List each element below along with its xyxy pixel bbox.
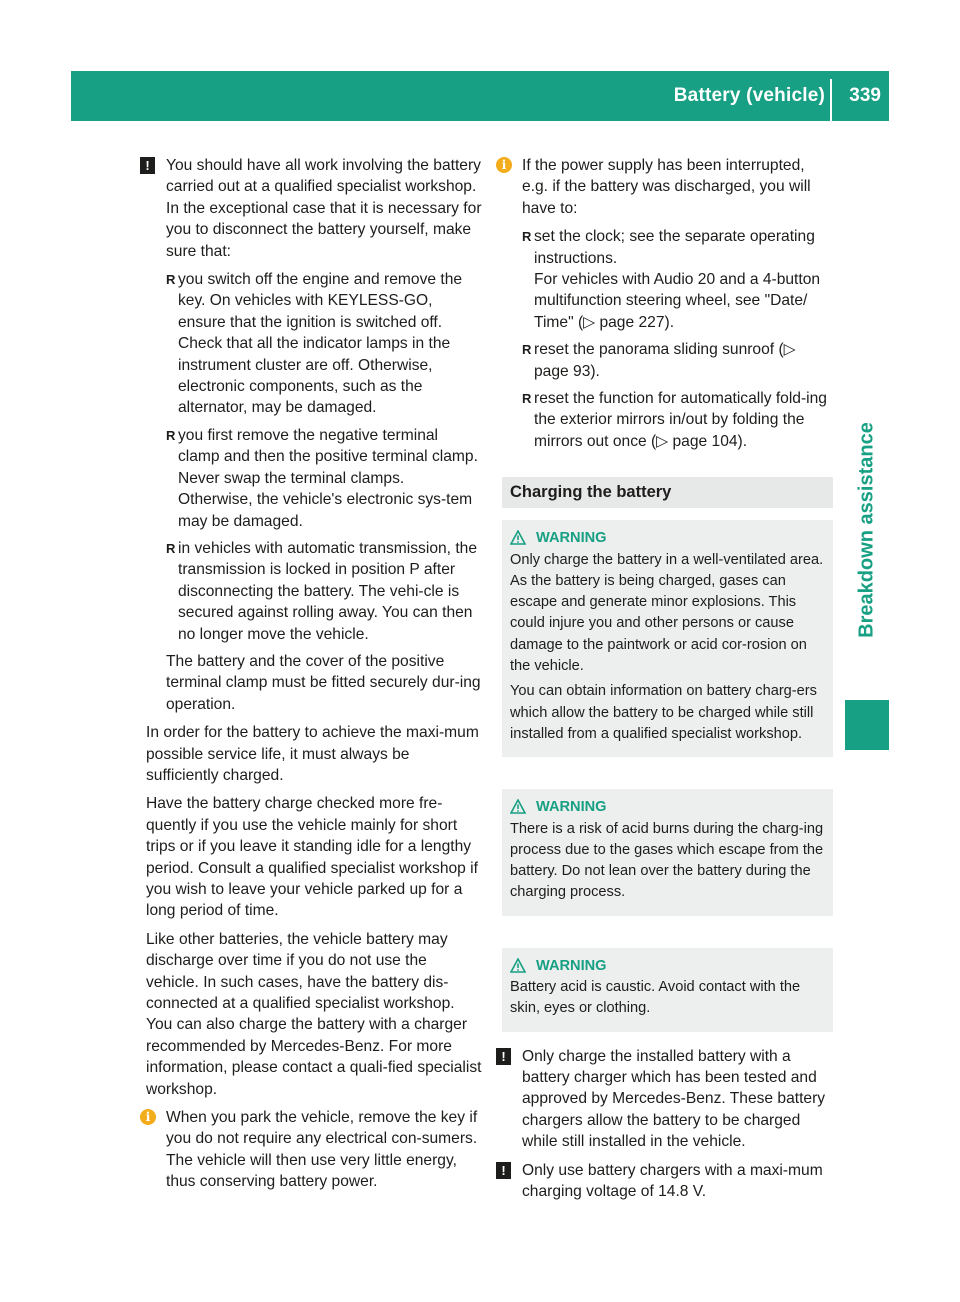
caution-note: [502, 1160, 833, 1203]
warning-text: There is a risk of acid burns during the charg-ing process due to the gases which escape from the battery. Do not lean over the battery during the charging process.: [510, 820, 824, 901]
body-paragraph: Have the battery charge checked more fre-quently if you use the vehicle mainly for short trips or if you leave it standing idle for a lengthy period. Consult a qualified specialist workshop if you wish to leave your vehicle parked up for a long period of time.: [146, 795, 478, 920]
page-title: Battery (vehicle): [673, 85, 825, 106]
body-paragraph: Like other batteries, the vehicle battery may discharge over time if you do not use the vehicle. In such cases, have the battery dis-connected at a qualified specialist workshop. You can also charge the battery with a charger recommended by Mercedes-Benz. For more information, please contact a quali-fied specialist workshop.: [146, 930, 482, 1098]
warning-text: Battery acid is caustic. Avoid contact with the skin, eyes or clothing.: [510, 979, 801, 1017]
list-item: R you switch off the engine and remove the key. On vehicles with KEYLESS-GO, ensure that the ignition is switched off. Check that all the indicator lamps in the instrument cluster are off. Otherwise, electronic components, such as the alternator, may be damaged.: [166, 269, 482, 419]
warning-text: You can obtain information on battery charg-ers which allow the battery to be charged while still installed from a qualified specialist workshop.: [510, 683, 817, 742]
list-item-text: in vehicles with automatic transmission, the transmission is locked in position P after disconnecting the battery. The vehi-cle is secured against rolling away. You can then no longer move the vehicle.: [178, 539, 478, 643]
warning-triangle-icon: [510, 799, 526, 814]
chapter-label: Breakdown assistance: [855, 422, 878, 638]
left-column: [146, 155, 482, 1200]
list-item: [522, 226, 833, 333]
warning-title: [510, 797, 825, 818]
note-intro: You should have all work involving the battery carried out at a qualified specialist workshop. In the exceptional case that it is necessary for you to disconnect the battery yourself, make sure that:: [166, 157, 482, 260]
warning-triangle-icon: [510, 958, 526, 973]
info-icon: i: [140, 1109, 156, 1125]
chapter-marker-block: [845, 700, 889, 750]
warning-title-text: WARNING: [536, 957, 607, 974]
list-item: [166, 538, 482, 645]
warning-box: [502, 520, 833, 757]
list-item-text: R set the clock; see the separate operating instructions.: [534, 228, 815, 267]
page-header: [71, 71, 889, 121]
note-text: Only use battery chargers with a maxi-mum charging voltage of 14.8 V.: [522, 1161, 823, 1201]
warning-title-text: WARNING: [536, 799, 607, 816]
caution-note: [502, 1046, 833, 1153]
note-outro: The battery and the cover of the positive terminal clamp must be fitted securely dur-ing operation.: [166, 652, 481, 713]
right-column: [502, 155, 833, 1209]
chapter-side-tab: [845, 300, 889, 760]
exclamation-icon: !: [496, 1048, 511, 1065]
info-intro: If the power supply has been interrupted, e.g. if the battery was discharged, you will have to:: [522, 157, 811, 217]
page-number: 339: [849, 85, 881, 106]
body-paragraph: In order for the battery to achieve the maxi-mum possible service life, it must always be sufficiently charged.: [146, 724, 479, 784]
note-bullet-list: [166, 269, 482, 645]
info-note: [502, 155, 833, 452]
warning-box: [502, 789, 833, 915]
info-bullet-list: [522, 226, 833, 452]
caution-note: [146, 155, 482, 715]
warning-title-text: WARNING: [536, 530, 607, 547]
exclamation-icon: !: [140, 157, 155, 174]
info-icon: i: [496, 157, 512, 173]
list-item-extra: For vehicles with Audio 20 and a 4-button multifunction steering wheel, see "Date/ Time" (▷ page 227).: [534, 271, 821, 331]
warning-box: [502, 948, 833, 1032]
warning-triangle-icon: [510, 530, 526, 545]
note-text: Only charge the installed battery with a battery charger which has been tested and approved by Mercedes-Benz. These battery chargers allow the battery to be charged while still installed in the vehicle.: [522, 1047, 826, 1151]
warning-title: [510, 528, 825, 549]
info-note: [146, 1107, 482, 1193]
info-text: When you park the vehicle, remove the key if you do not require any electrical con-sumers. The vehicle will then use very little energy, thus conserving battery power.: [166, 1109, 478, 1191]
section-heading: Charging the battery: [502, 477, 833, 508]
exclamation-icon: !: [496, 1162, 511, 1179]
list-item: R reset the function for automatically fold-ing the exterior mirrors in/out by folding the mirrors out once (▷ page 104).: [522, 388, 833, 452]
warning-title: [510, 956, 825, 977]
header-divider: [830, 79, 832, 121]
list-item: R reset the panorama sliding sunroof (▷ page 93).: [522, 339, 833, 382]
list-item: R you first remove the negative terminal clamp and then the positive terminal clamp. Never swap the terminal clamps. Otherwise, the vehicle's electronic sys-tem may be damaged.: [166, 425, 482, 532]
warning-text: Only charge the battery in a well-ventilated area. As the battery is being charged, gases can escape and generate minor explosions. This could injure you and other persons or cause damage to the paintwork or acid cor-rosion on the vehicle.: [510, 551, 824, 675]
